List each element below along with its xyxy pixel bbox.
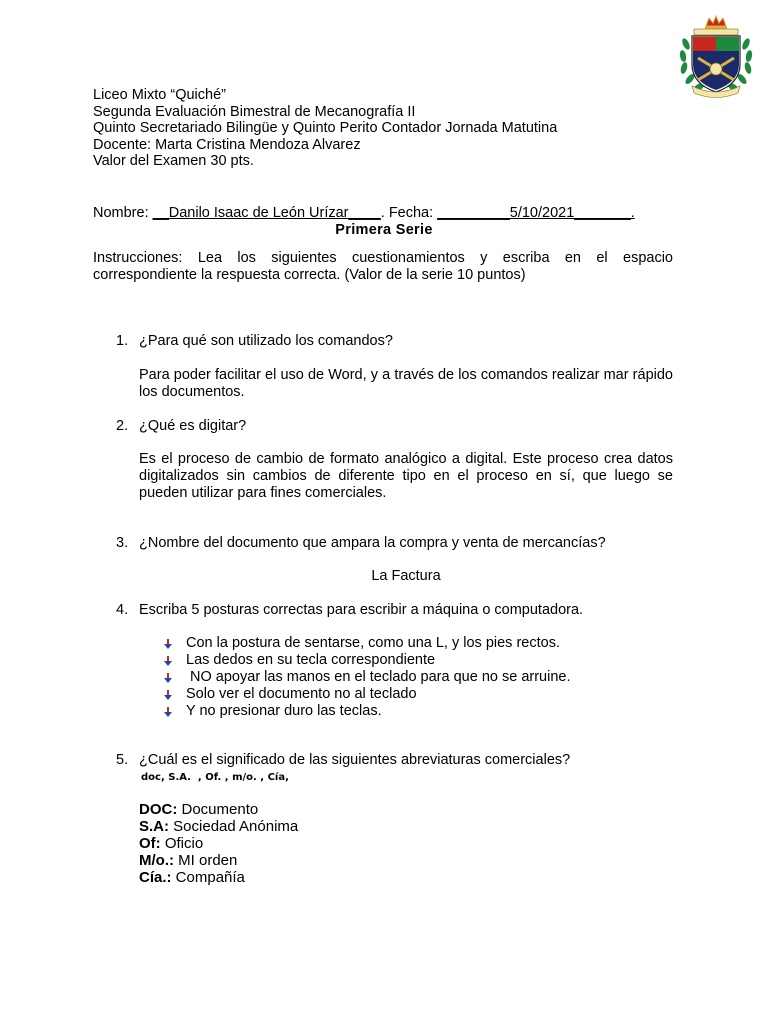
question-text: Escriba 5 posturas correctas para escribir a máquina o computadora. bbox=[139, 602, 584, 618]
definition-item bbox=[139, 869, 298, 886]
arrow-bullet-icon bbox=[162, 638, 174, 650]
exam-header bbox=[93, 87, 557, 170]
list-item: Solo ver el documento no al teclado bbox=[162, 686, 570, 703]
question-text: ¿Nombre del documento que ampara la compra y venta de mercancías? bbox=[139, 535, 606, 551]
date-label: . Fecha: bbox=[380, 205, 438, 221]
list-item: Con la postura de sentarse, como una L, y los pies rectos. bbox=[162, 635, 570, 652]
list-item: Las dedos en su tecla correspondiente bbox=[162, 652, 570, 669]
question-4 bbox=[116, 602, 676, 618]
definition-item bbox=[139, 852, 298, 869]
definition-term: Cía.: bbox=[139, 869, 172, 886]
definition-item bbox=[139, 835, 298, 852]
arrow-bullet-icon bbox=[162, 672, 174, 684]
definition-meaning: Documento bbox=[177, 801, 259, 818]
exam-date: _________5/10/2021_______. bbox=[437, 205, 635, 221]
question-text: ¿Cuál es el significado de las siguientes abreviaturas comerciales? bbox=[139, 752, 571, 768]
name-label: Nombre: bbox=[93, 205, 153, 221]
evaluation-title: Segunda Evaluación Bimestral de Mecanografía II bbox=[93, 103, 416, 120]
grade-line: Quinto Secretariado Bilingüe y Quinto Perito Contador Jornada Matutina bbox=[93, 120, 558, 137]
definition-term: M/o.: bbox=[139, 852, 174, 869]
question-2 bbox=[116, 418, 676, 434]
question-number: 3. bbox=[116, 535, 129, 551]
exam-value: Valor del Examen 30 pts. bbox=[93, 153, 254, 170]
definition-item bbox=[139, 801, 298, 818]
abbreviation-list: doc, S.A. , Of. , m/o. , Cía, bbox=[141, 772, 289, 783]
question-text: ¿Para qué son utilizado los comandos? bbox=[139, 333, 393, 349]
definition-meaning: Oficio bbox=[160, 835, 204, 852]
question-text: ¿Qué es digitar? bbox=[139, 418, 247, 434]
school-name: Liceo Mixto “Quiché” bbox=[93, 87, 226, 103]
answer-1: Para poder facilitar el uso de Word, y a través de los comandos realizar mar rápido los documentos. bbox=[139, 367, 673, 400]
list-item: Y no presionar duro las teclas. bbox=[162, 703, 570, 720]
arrow-bullet-icon bbox=[162, 655, 174, 667]
posture-list bbox=[162, 635, 570, 720]
question-number: 2. bbox=[116, 418, 129, 434]
serie-title: Primera Serie bbox=[335, 222, 433, 238]
question-1 bbox=[116, 333, 676, 349]
question-5 bbox=[116, 752, 676, 768]
definition-term: Of: bbox=[139, 835, 161, 852]
definition-meaning: Compañía bbox=[171, 869, 245, 886]
definition-item bbox=[139, 818, 298, 835]
answer-3: La Factura bbox=[371, 568, 441, 584]
student-info-line bbox=[93, 205, 635, 221]
question-number: 4. bbox=[116, 602, 129, 618]
instructions: Instrucciones: Lea los siguientes cuestionamientos y escriba en el espacio correspondiente la respuesta correcta. (Valor de la serie 10 puntos) bbox=[93, 250, 673, 283]
arrow-bullet-icon bbox=[162, 706, 174, 718]
abbreviation-definitions bbox=[139, 801, 298, 886]
question-number: 5. bbox=[116, 752, 129, 768]
answer-2: Es el proceso de cambio de formato analógico a digital. Este proceso crea datos digitalizados sin cambios de diferente tipo en el proceso en sí, que luego se pueden utilizar para fines comerciales. bbox=[139, 451, 673, 501]
arrow-bullet-icon bbox=[162, 689, 174, 701]
school-crest-logo bbox=[678, 14, 754, 98]
question-number: 1. bbox=[116, 333, 129, 349]
definition-meaning: Sociedad Anónima bbox=[169, 818, 299, 835]
student-name: __Danilo Isaac de León Urízar____ bbox=[152, 205, 381, 221]
list-item: NO apoyar las manos en el teclado para que no se arruine. bbox=[162, 669, 570, 686]
question-3 bbox=[116, 535, 676, 551]
teacher-line: Docente: Marta Cristina Mendoza Alvarez bbox=[93, 136, 361, 153]
definition-meaning: MI orden bbox=[174, 852, 238, 869]
definition-term: S.A: bbox=[139, 818, 169, 835]
definition-term: DOC: bbox=[139, 801, 178, 818]
